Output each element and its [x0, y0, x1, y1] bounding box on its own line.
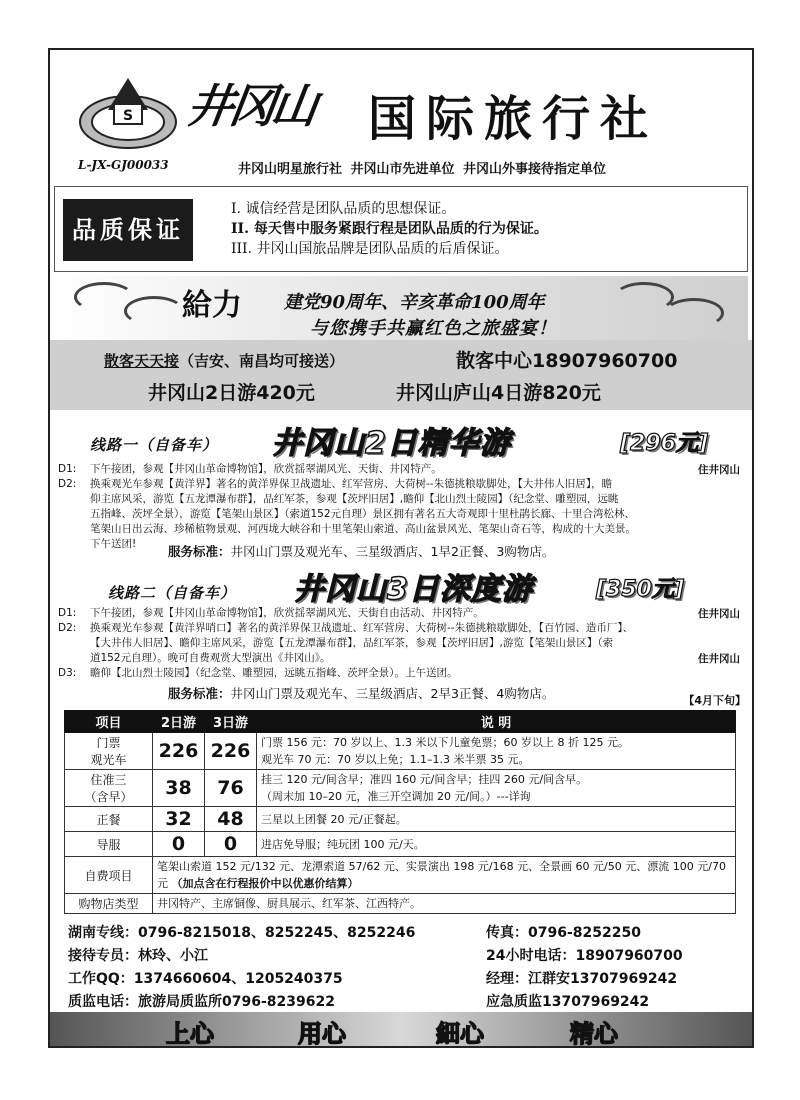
quality-line-2: II. 每天售中服务紧跟行程是团队品质的行为保证。	[231, 221, 548, 237]
swirl-decoration-icon	[664, 298, 724, 328]
row-desc: 笔架山索道 152 元/132 元、龙潭索道 57/62 元、实景演出 198 元/168 元、全景画 60 元/50 元、漂流 100 元/70 元 （加点含在行程报价中以优惠价结算）	[153, 857, 736, 894]
flyer	[48, 48, 754, 1048]
route2-price: [350元]	[596, 577, 685, 602]
route2-service: 服务标准：井冈山门票及观光车、三星级酒店、2早3正餐、4购物店。	[168, 686, 555, 701]
banner-line-1: 建党90周年、辛亥革命100周年	[284, 292, 545, 313]
table-row	[65, 807, 736, 832]
quality-guarantee	[54, 186, 748, 272]
route2-day3: D3: 瞻仰【北山烈士陵园】（纪念堂、雕塑园，远眺五指峰、茨坪全景）。上午送团。	[58, 667, 458, 679]
daily-pickup: 散客天天接（吉安、南昌均可接送）	[104, 352, 345, 370]
route1-service: 服务标准：井冈山门票及观光车、三星级酒店、1早2正餐、3购物店。	[168, 544, 555, 559]
slogan-footer	[50, 1012, 752, 1048]
route2-day1: D1: 下午接团，参观【井冈山革命博物馆】，欣赏揺翠湖风光、天街自由活动、井冈特产。	[58, 607, 484, 619]
quality-badge: 品质保证	[63, 199, 193, 261]
banner-jiangli: 給力	[182, 288, 242, 323]
route2-title: 井冈山3日深度游	[294, 572, 533, 607]
anniversary-banner	[54, 276, 748, 340]
manager: 经理：江群安13707969242	[486, 971, 678, 987]
row-3day: 48	[205, 807, 257, 832]
col-item: 项目	[65, 711, 153, 733]
col-2day: 2日游	[153, 711, 205, 733]
hotline: 24小时电话：18907960700	[486, 948, 683, 964]
row-2day: 0	[153, 832, 205, 857]
row-3day: 76	[205, 770, 257, 807]
table-row	[65, 894, 736, 914]
route2-day2: D2: 换乘观光车参观【黄洋界哨口】著名的黄洋界保卫战遗址、红军营房、大荷树--朱德挑粮歇脚处，【百竹园、造币厂】、 【大井伟人旧居】、瞻仰主席风采，游览【五龙潭瀑布群】，品红军茶，参观【茨坪旧居】,游览【笔架山景区】（索 道152元自理）。晚可自费观赏大型演出《井冈山》。	[58, 622, 634, 664]
route2-itinerary	[58, 606, 748, 681]
slogan-1: 上心	[166, 1019, 214, 1048]
promo-strip	[50, 340, 752, 410]
slogan-4: 精心	[570, 1019, 618, 1048]
route2-day1-stay: 住井冈山	[698, 608, 740, 620]
row-2day: 226	[153, 733, 205, 770]
promo-2day: 井冈山2日游420元	[148, 382, 315, 404]
slogan-3: 細心	[436, 1019, 484, 1048]
row-2day: 32	[153, 807, 205, 832]
table-row	[65, 770, 736, 807]
row-item: 正餐	[65, 807, 153, 832]
row-item: 购物店类型	[65, 894, 153, 914]
hunan-line: 湖南专线：0796-8215018、8252245、8252246	[68, 925, 416, 941]
swirl-decoration-icon	[124, 296, 184, 326]
row-desc: 挂三 120 元/间含早；准四 160 元/间含早；挂四 260 元/间含早。 （周末加 10–20 元，准三开空调加 20 元/间。）---详询	[257, 770, 736, 807]
customer-center: 散客中心18907960700	[456, 350, 678, 372]
header-subtitle: 井冈山明星旅行社 井冈山市先进单位 井冈山外事接待指定单位	[238, 162, 607, 177]
route1-day1-stay: 住井冈山	[698, 464, 740, 476]
route1-title: 井冈山2日精华游	[272, 426, 511, 461]
fee-table	[64, 710, 736, 914]
row-item: 门票 观光车	[65, 733, 153, 770]
col-desc: 说 明	[257, 711, 736, 733]
agents: 接待专员：林玲、小江	[68, 948, 208, 964]
banner-line-2: 与您携手共赢红色之旅盛宴！	[310, 318, 557, 339]
route2-day2-stay: 住井冈山	[698, 653, 740, 665]
fee-table-header	[65, 711, 736, 733]
row-2day: 38	[153, 770, 205, 807]
slogan-2: 用心	[298, 1019, 346, 1048]
emergency-supervision: 应急质监13707969242	[486, 994, 650, 1010]
quality-line-3: III. 井冈山国旅品牌是团队品质的后盾保证。	[231, 241, 509, 257]
row-desc: 三星以上团餐 20 元/正餐起。	[257, 807, 736, 832]
row-item: 住准三 （含早）	[65, 770, 153, 807]
route1-price: [296元]	[620, 431, 709, 456]
row-3day: 226	[205, 733, 257, 770]
header	[50, 50, 752, 182]
route1-day1: D1: 下午接团，参观【井冈山革命博物馆】，欣赏揺翠湖风光、天街、井冈特产。	[58, 463, 442, 475]
route1-tag: 线路一（自备车）	[90, 436, 219, 454]
row-item: 自费项目	[65, 857, 153, 894]
table-row	[65, 857, 736, 894]
row-item: 导服	[65, 832, 153, 857]
quality-lines	[231, 199, 548, 259]
fax: 传真：0796-8252250	[486, 925, 641, 941]
work-qq: 工作QQ：1374660604、1205240375	[68, 971, 343, 987]
table-row	[65, 832, 736, 857]
license-number: L-JX-GJ00033	[78, 158, 169, 172]
promo-4day: 井冈山庐山4日游820元	[396, 382, 601, 404]
svg-text:S: S	[122, 108, 134, 124]
row-desc: 门票 156 元：70 岁以上、1.3 米以下儿童免票；60 岁以上 8 折 125 元。 观光车 70 元：70 岁以上免；1.1–1.3 米半票 35 元。	[257, 733, 736, 770]
row-3day: 0	[205, 832, 257, 857]
quality-line-1: I. 诚信经营是团队品质的思想保证。	[231, 201, 456, 217]
agency-name: 国际旅行社	[368, 91, 659, 147]
row-desc: 进店免导服；纯玩团 100 元/天。	[257, 832, 736, 857]
route2-tag: 线路二（自备车）	[108, 584, 237, 602]
supervision-phone: 质监电话：旅游局质监所0796-8239622	[68, 994, 335, 1010]
table-row	[65, 733, 736, 770]
route1-itinerary	[58, 462, 748, 552]
route1-day2: D2: 换乘观光车参观【黄洋界】著名的黄洋界保卫战遗址、红军营房、大荷树--朱德挑粮歇脚处，【大井伟人旧居】，瞻 仰主席风采，游览【五龙潭瀑布群】，品红军茶，参观【茨坪旧居】,瞻仰【北山烈士陵园】（纪念堂、雕塑园，远眺 五指峰、茨坪全景），游览【笔架山景区】（索道152元自理）景区拥有著名五大奇观即十里杜鹃长廊、十里合湾松林、 笔架山日出云海、珍稀植物景观、河西垅大峡谷和十里笔架山索道、高山盆景风光、笔架山奇石等，构成的十大美景。 下午送团!	[58, 478, 636, 550]
col-3day: 3日游	[205, 711, 257, 733]
row-desc: 井冈特产、主席铜像、厨具展示、红军茶、江西特产。	[153, 894, 736, 914]
month-note: 【4月下旬】	[683, 694, 746, 707]
company-logo-icon	[78, 70, 178, 152]
brand-calligraphy: 井冈山	[183, 79, 318, 133]
